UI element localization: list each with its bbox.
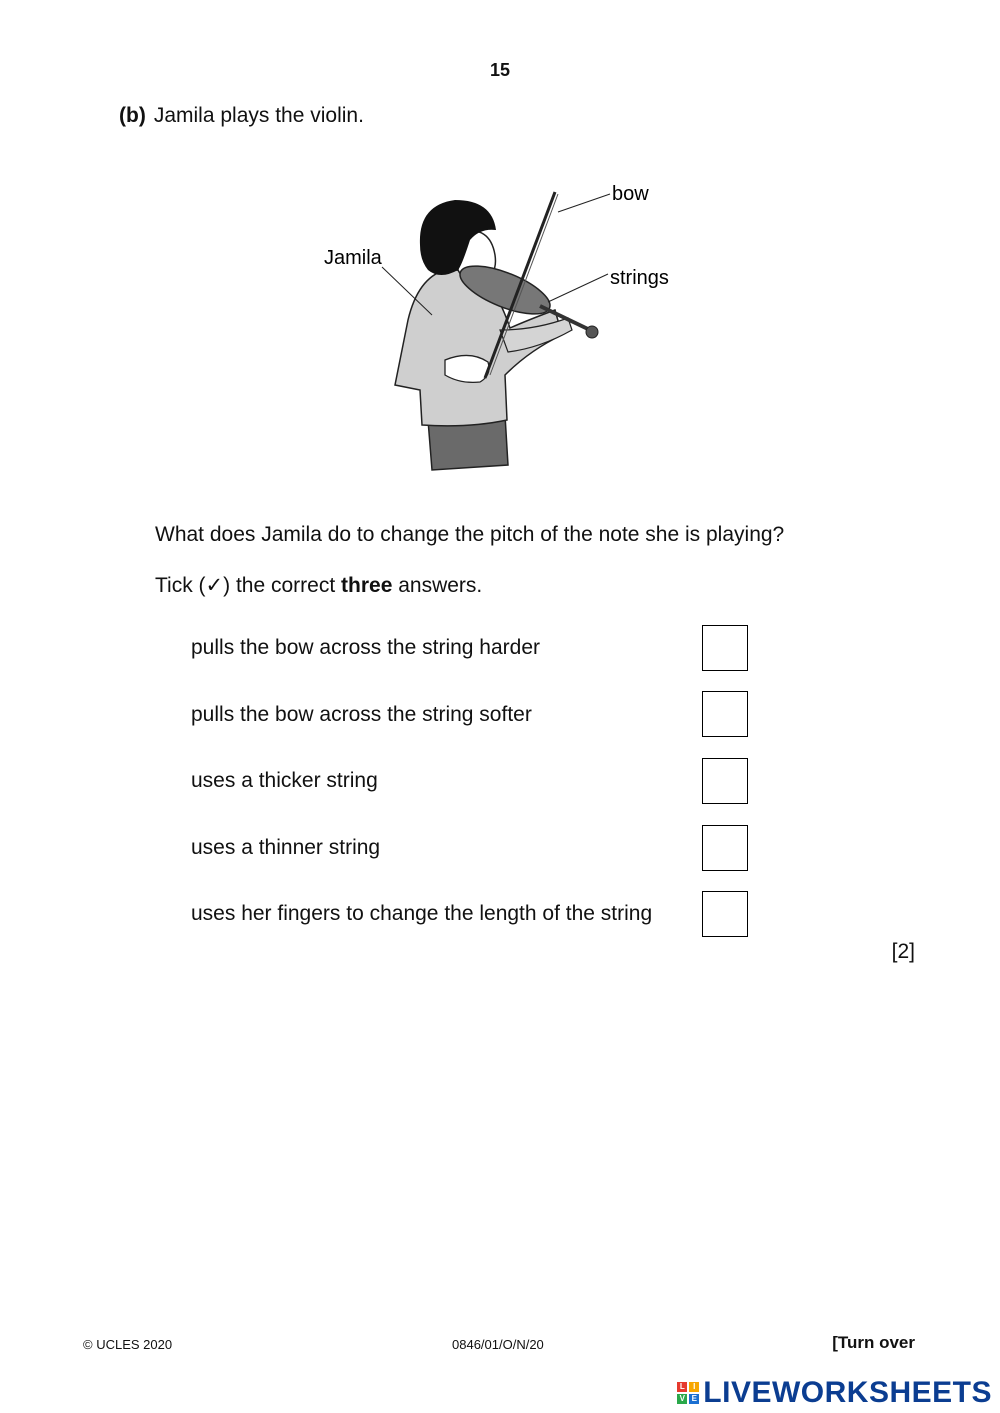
question-intro <box>119 104 364 128</box>
logo-block: I <box>689 1382 699 1392</box>
instruction-prefix: Tick (✓) the correct <box>155 574 342 597</box>
tick-box[interactable] <box>702 891 748 937</box>
right-hand-shape <box>445 355 489 382</box>
tick-box[interactable] <box>702 825 748 871</box>
part-label: (b) <box>119 104 146 127</box>
liveworksheets-logo <box>677 1376 992 1410</box>
violinist-illustration <box>300 170 720 490</box>
option-label: pulls the bow across the string softer <box>191 703 532 726</box>
tick-box[interactable] <box>702 691 748 737</box>
logo-block: E <box>689 1394 699 1404</box>
option-label: uses a thicker string <box>191 769 378 792</box>
logo-text: LIVEWORKSHEETS <box>703 1376 992 1409</box>
marks-available: [2] <box>891 940 915 963</box>
logo-block: L <box>677 1382 687 1392</box>
intro-text: Jamila plays the violin. <box>153 104 364 127</box>
bow-label: bow <box>612 183 649 205</box>
logo-blocks-icon <box>677 1382 699 1404</box>
jamila-label: Jamila <box>324 247 382 269</box>
option-label: uses her fingers to change the length of the string <box>191 902 653 925</box>
violin-scroll <box>586 326 598 338</box>
copyright: © UCLES 2020 <box>83 1337 173 1352</box>
instruction-emphasis: three <box>341 574 393 597</box>
instruction-suffix: answers. <box>392 574 483 597</box>
strings-label: strings <box>610 267 669 289</box>
violin-figure <box>300 170 720 490</box>
option-label: pulls the bow across the string harder <box>191 636 541 659</box>
instruction <box>155 573 482 598</box>
turn-over: [Turn over <box>832 1333 915 1352</box>
paper-code: 0846/01/O/N/20 <box>452 1337 544 1352</box>
logo-block: V <box>677 1394 687 1404</box>
strings-leader-line <box>548 274 608 302</box>
tick-box[interactable] <box>702 625 748 671</box>
option-label: uses a thinner string <box>191 836 381 859</box>
page-number: 15 <box>489 60 511 80</box>
question-prompt: What does Jamila do to change the pitch of the note she is playing? <box>155 523 785 546</box>
bow-leader-line <box>558 194 610 212</box>
tick-box[interactable] <box>702 758 748 804</box>
